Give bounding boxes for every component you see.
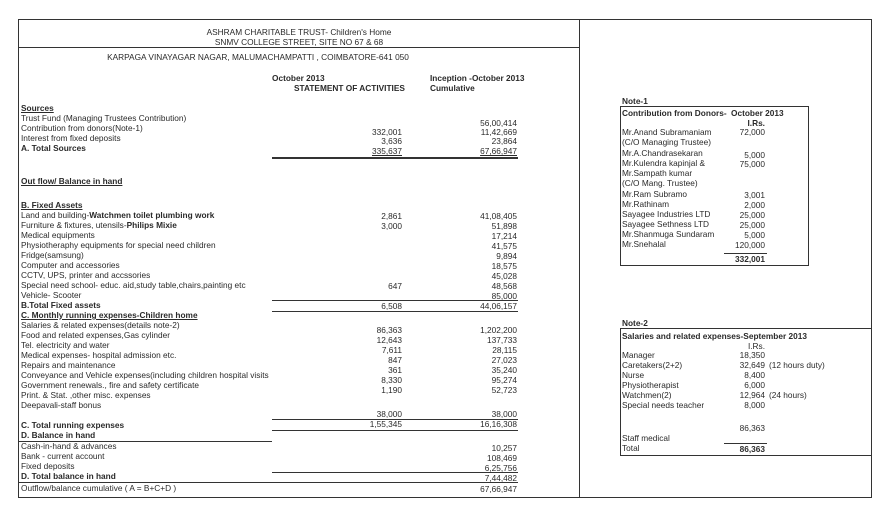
salary-role: Manager — [622, 350, 655, 360]
running-expense-label: Repairs and maintenance — [21, 360, 116, 370]
donor-amount: 25,000 — [739, 210, 765, 220]
running-expense-label: Conveyance and Vehicle expenses(including children hospital visits — [21, 370, 269, 380]
source-label: Interest from fixed deposits — [21, 133, 121, 143]
donor-amount: 25,000 — [739, 220, 765, 230]
donor-name: (C/O Mang. Trustee) — [622, 178, 698, 188]
note2-heading: Salaries and related expenses-September 2013 — [622, 331, 807, 341]
donor-name: Mr.A.Chandrasekaran — [622, 148, 703, 158]
source-month: 3,636 — [381, 136, 402, 146]
fixed-assets-heading: B. Fixed Assets — [21, 200, 83, 210]
grand-total-label: Outflow/balance cumulative ( A = B+C+D ) — [21, 483, 177, 493]
salary-role: Caretakers(2+2) — [622, 360, 683, 370]
salary-amount: 32,649 — [739, 360, 765, 370]
fixed-asset-label: Physiotheraphy equipments for special need children — [21, 240, 216, 250]
fixed-asset-label — [21, 210, 214, 220]
total-sources-cumulative: 67,66,947 — [480, 146, 517, 156]
balance-cumulative: 6,25,756 — [484, 463, 517, 473]
source-cumulative: 11,42,669 — [480, 127, 517, 137]
balance-label: Cash-in-hand & advances — [21, 441, 117, 451]
fixed-asset-label: CCTV, UPS, printer and accssories — [21, 270, 151, 280]
note1-period: October 2013 — [731, 108, 784, 118]
running-expense-cumulative: 35,240 — [491, 365, 517, 375]
donor-name: Mr.Rathinam — [622, 199, 670, 209]
donor-name: Mr.Anand Subramaniam — [622, 127, 712, 137]
balance-cumulative: 10,257 — [491, 443, 517, 453]
balance-label: Fixed deposits — [21, 461, 75, 471]
donor-name: Mr.Snehalal — [622, 239, 666, 249]
running-expense-month: 847 — [388, 355, 402, 365]
salary-remark: (24 hours) — [769, 390, 807, 400]
fixed-asset-text: Land and building- — [21, 210, 90, 220]
donor-name: Mr.Kulendra kapinjal & — [622, 158, 706, 168]
balance-label: Bank - current account — [21, 451, 105, 461]
note1-title: Note-1 — [622, 96, 648, 106]
donor-amount: 5,000 — [744, 150, 765, 160]
statement-title: STATEMENT OF ACTIVITIES — [294, 83, 405, 93]
donor-amount: 5,000 — [744, 230, 765, 240]
running-expense-month: 86,363 — [376, 325, 402, 335]
balance-cumulative: 108,469 — [487, 453, 517, 463]
running-expense-label: Print. & Stat. ,other misc. expenses — [21, 390, 151, 400]
fixed-asset-detail: Watchmen toilet plumbing work — [89, 210, 215, 220]
fixed-asset-cumulative: 51,898 — [491, 221, 517, 231]
running-expense-month: 361 — [388, 365, 402, 375]
fixed-asset-label: Special need school- educ. aid,study table,chairs,painting etc — [21, 280, 246, 290]
salary-amount: 6,000 — [744, 380, 765, 390]
note1-unit: I.Rs. — [747, 118, 765, 128]
col-month-title: October 2013 — [272, 73, 325, 83]
running-total-cumulative: 16,16,308 — [480, 419, 517, 429]
fixed-asset-text: Furniture & fixtures, utensils- — [21, 220, 127, 230]
fixed-asset-label: Fridge(samsung) — [21, 250, 84, 260]
donor-amount: 75,000 — [739, 159, 765, 169]
total-sources-month: 335,637 — [372, 146, 402, 156]
salary-role: Watchmen(2) — [622, 390, 672, 400]
fixed-asset-cumulative: 18,575 — [491, 261, 517, 271]
source-label: Trust Fund (Managing Trustees Contribution) — [21, 113, 187, 123]
running-expense-label: Tel. electricity and water — [21, 340, 110, 350]
header-divider — [18, 47, 580, 48]
running-expense-label: Food and related expenses,Gas cylinder — [21, 330, 170, 340]
org-address-line2: KARPAGA VINAYAGAR NAGAR, MALUMACHAMPATTI , COIMBATORE-641 050 — [107, 52, 409, 62]
staff-medical-label: Staff medical — [622, 433, 670, 443]
donor-name: Sayagee Industries LTD — [622, 209, 711, 219]
fixed-asset-cumulative: 17,214 — [491, 231, 517, 241]
fixed-assets-total-month: 6,508 — [381, 301, 402, 311]
fixed-assets-total-cumulative: 44,06,157 — [480, 301, 517, 311]
salary-remark: (12 hours duty) — [769, 360, 825, 370]
running-expense-month: 7,611 — [381, 345, 402, 355]
donor-amount: 120,000 — [735, 240, 765, 250]
fixed-assets-bottom-line — [272, 311, 518, 312]
fixed-asset-month: 2,861 — [381, 211, 402, 221]
fixed-asset-label — [21, 220, 177, 230]
fixed-asset-cumulative: 9,894 — [496, 251, 517, 261]
donor-amount: 2,000 — [744, 200, 765, 210]
salary-role: Special needs teacher — [622, 400, 705, 410]
note2-title: Note-2 — [622, 318, 648, 328]
fixed-asset-cumulative: 85,000 — [491, 291, 517, 301]
balance-total-label: D. Total balance in hand — [21, 471, 116, 481]
org-address-line1: SNMV COLLEGE STREET, SITE NO 67 & 68 — [214, 37, 384, 47]
running-expense-cumulative: 52,723 — [491, 385, 517, 395]
running-expense-cumulative: 1,202,200 — [480, 325, 517, 335]
fixed-asset-month: 647 — [388, 281, 402, 291]
note1-total: 332,001 — [735, 254, 765, 264]
running-expense-label: Government renewals., fire and safety certificate — [21, 380, 200, 390]
fixed-asset-detail: Philips Mixie — [126, 220, 177, 230]
col-cumulative-subtitle: Cumulative — [430, 83, 475, 93]
donor-name: Sayagee Sethness LTD — [622, 219, 710, 229]
running-total-bottom-line — [272, 430, 518, 431]
running-expense-cumulative: 27,023 — [491, 355, 517, 365]
salary-role: Physiotherapist — [622, 380, 679, 390]
running-expense-month: 12,643 — [376, 335, 402, 345]
running-expense-month: 38,000 — [376, 409, 402, 419]
donor-name: (C/O Managing Trustee) — [622, 137, 711, 147]
source-label: Contribution from donors(Note-1) — [21, 123, 143, 133]
fixed-asset-label: Computer and accessories — [21, 260, 120, 270]
fixed-asset-cumulative: 48,568 — [491, 281, 517, 291]
fixed-asset-label: Vehicle- Scooter — [21, 290, 82, 300]
donor-name: Mr.Sampath kumar — [622, 168, 693, 178]
fixed-asset-cumulative: 45,028 — [491, 271, 517, 281]
note2-unit: I.Rs. — [747, 341, 765, 351]
note2-subtotal: 86,363 — [739, 423, 765, 433]
donor-name: Mr.Ram Subramo — [622, 189, 688, 199]
note1-heading: Contribution from Donors- — [622, 108, 727, 118]
fixed-asset-cumulative: 41,575 — [491, 241, 517, 251]
note2-total-label: Total — [622, 443, 640, 453]
salary-amount: 12,964 — [739, 390, 765, 400]
running-expense-label: Medical expenses- hospital admission etc. — [21, 350, 177, 360]
donor-amount: 3,001 — [744, 190, 765, 200]
salary-amount: 18,350 — [739, 350, 765, 360]
running-expense-cumulative: 38,000 — [491, 409, 517, 419]
col-cumulative-title: Inception -October 2013 — [430, 73, 525, 83]
org-name: ASHRAM CHARITABLE TRUST- Children's Home — [206, 27, 392, 37]
running-expense-label: Salaries & related expenses(details note-2) — [21, 320, 180, 330]
source-month: 332,001 — [372, 127, 402, 137]
fixed-asset-cumulative: 41,08,405 — [480, 211, 517, 221]
fixed-asset-label: Medical equipments — [21, 230, 95, 240]
note2-total: 86,363 — [739, 444, 765, 454]
balance-total-cumulative: 7,44,482 — [484, 473, 517, 483]
total-sources-label: A. Total Sources — [21, 143, 86, 153]
running-expense-cumulative: 28,115 — [492, 345, 517, 355]
source-cumulative: 56,00,414 — [480, 118, 517, 128]
salary-role: Nurse — [622, 370, 645, 380]
running-expenses-heading: C. Monthly running expenses-Children home — [21, 310, 198, 320]
running-total-month: 1,55,345 — [369, 419, 402, 429]
fixed-asset-month: 3,000 — [381, 221, 402, 231]
running-expense-cumulative: 95,274 — [491, 375, 517, 385]
running-expense-label: Deepavali-staff bonus — [21, 400, 102, 410]
grand-total-cumulative: 67,66,947 — [480, 484, 517, 494]
running-expense-month: 8,330 — [381, 375, 402, 385]
balance-heading: D. Balance in hand — [21, 430, 96, 440]
running-expense-month: 1,190 — [381, 385, 402, 395]
sources-heading: Sources — [21, 103, 54, 113]
sources-divider — [272, 157, 518, 159]
salary-amount: 8,000 — [744, 400, 765, 410]
salary-amount: 8,400 — [744, 370, 765, 380]
donor-name: Mr.Shanmuga Sundaram — [622, 229, 715, 239]
donor-amount: 72,000 — [739, 127, 765, 137]
running-total-label: C. Total running expenses — [21, 420, 125, 430]
source-cumulative: 23,864 — [491, 136, 517, 146]
fixed-assets-total-label: B.Total Fixed assets — [21, 300, 101, 310]
running-expense-cumulative: 137,733 — [487, 335, 517, 345]
outflow-heading: Out flow/ Balance in hand — [21, 176, 123, 186]
